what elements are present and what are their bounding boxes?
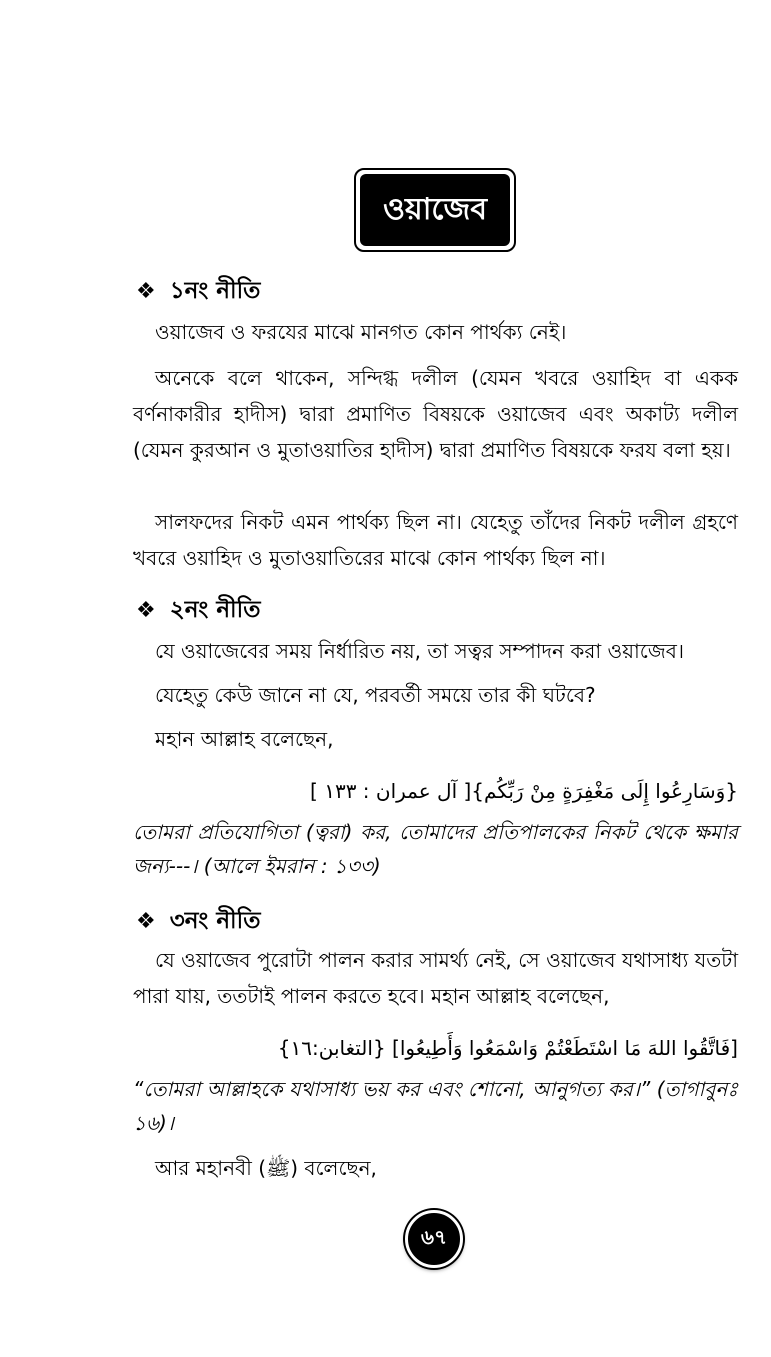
- chapter-title-box: [354, 168, 516, 252]
- section-3-translation: “তোমরা আল্লাহকে যথাসাধ্য ভয় কর এবং শোনো, আনুগত্য কর।” (তাগাবুনঃ ১৬)।: [133, 1077, 738, 1135]
- section-1-paragraph-3: সালফদের নিকট এমন পার্থক্য ছিল না। যেহেতু তাঁদের নিকট দলীল গ্রহণে খবরে ওয়াহিদ ও মুতাওয়াতিরের মাঝে কোন পার্থক্য ছিল না।: [133, 510, 738, 570]
- section-1-paragraph-2: অনেকে বলে থাকেন, সন্দিগ্ধ দলীল (যেমন খবরে ওয়াহিদ বা একক বর্ণনাকারীর হাদীস) দ্বারা প্রমাণিত বিষয়কে ওয়াজেব এবং অকাট্য দলীল (যেমন কুরআন ও মুতাওয়াতির হাদীস) দ্বারা প্রমাণিত বিষয়কে ফরয বলা হয়।: [133, 366, 738, 462]
- section-2-heading-text: ২নং নীতি: [169, 597, 261, 623]
- bullet-icon: ❖: [136, 908, 156, 934]
- bullet-icon: ❖: [136, 278, 156, 304]
- section-1-heading-text: ১নং নীতি: [169, 278, 261, 304]
- section-3-heading-text: ৩নং নীতি: [169, 908, 261, 934]
- section-3-last-line: আর মহানবী (ﷺ) বলেছেন,: [155, 1156, 377, 1180]
- section-2-arabic-verse: {وَسَارِعُوا إِلَى مَغْفِرَةٍ مِنْ رَبِّكُم}[ آل عمران : ١٣٣ ]: [310, 779, 738, 803]
- section-2-line-3: মহান আল্লাহ বলেছেন,: [155, 727, 334, 751]
- section-3-heading: [136, 902, 260, 941]
- bullet-icon: ❖: [136, 597, 156, 623]
- section-1-heading: [136, 272, 260, 311]
- page-number: ৬৭: [405, 1210, 463, 1268]
- section-1-paragraph-1: ওয়াজেব ও ফরযের মাঝে মানগত কোন পার্থক্য নেই।: [155, 320, 567, 344]
- section-2-line-2: যেহেতু কেউ জানে না যে, পরবর্তী সময়ে তার কী ঘটবে?: [155, 683, 596, 707]
- section-2-translation: তোমরা প্রতিযোগিতা (ত্বরা) কর, তোমাদের প্রতিপালকের নিকট থেকে ক্ষমার জন্য---। (আলে ইমরান : ১৩৩): [133, 820, 738, 878]
- section-3-arabic-verse: [فَاتَّقُوا اللهَ مَا اسْتَطَعْتُمْ وَاسْمَعُوا وَأَطِيعُوا] {التغابن:١٦}: [277, 1036, 738, 1060]
- section-3-paragraph-1: যে ওয়াজেব পুরোটা পালন করার সামর্থ্য নেই, সে ওয়াজেব যথাসাধ্য যতটা পারা যায়, ততটাই পালন করতে হবে। মহান আল্লাহ বলেছেন,: [133, 948, 738, 1008]
- section-2-line-1: যে ওয়াজেবের সময় নির্ধারিত নয়, তা সত্বর সম্পাদন করা ওয়াজেব।: [155, 639, 685, 663]
- section-2-heading: [136, 591, 260, 630]
- chapter-title: ওয়াজেব: [360, 174, 510, 246]
